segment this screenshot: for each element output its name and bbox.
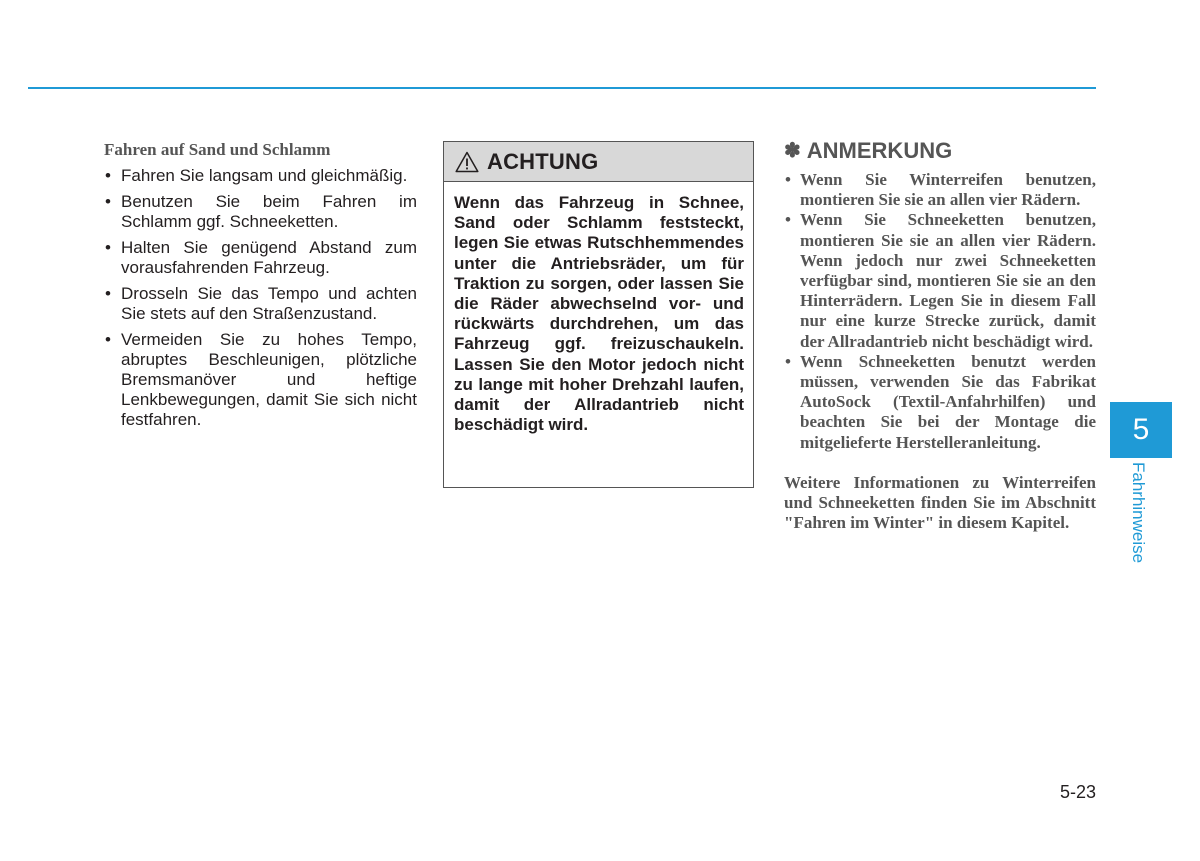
list-item: • Halten Sie genügend Abstand zum vorausfahrenden Fahrzeug. [104,238,417,278]
left-column [104,140,417,436]
driving-tips-list [104,166,417,430]
note-title: ANMERKUNG [806,138,953,163]
warning-title: ACHTUNG [487,148,599,174]
note-list [784,170,1096,453]
list-item: • Wenn Schneeketten benutzt werden müssen, verwenden Sie das Fabrikat AutoSock (Textil-Anfahrhilfen) und beachten Sie bei der Montage die mitgelieferte Herstelleranleitung. [784,352,1096,453]
warning-text: Wenn das Fahrzeug in Schnee, Sand oder Schlamm feststeckt, legen Sie etwas Rutschhemmendes unter die Antriebsräder, um für Traktion zu sorgen, oder lassen Sie die Räder abwechselnd vor- und rückwärts durchdrehen, um das Fahrzeug ggf. freizuschaukeln. Lassen Sie den Motor jedoch nicht zu lange mit hoher Drehzahl laufen, damit der Allradantrieb nicht beschädigt wird. [454,193,744,435]
section-heading: Fahren auf Sand und Schlamm [104,140,331,159]
list-item: • Benutzen Sie beim Fahren im Schlamm ggf. Schneeketten. [104,192,417,232]
chapter-label: Fahrhinweise [1129,462,1148,564]
list-item: • Drosseln Sie das Tempo und achten Sie stets auf den Straßenzustand. [104,284,417,324]
right-column [784,138,1096,533]
chapter-tab: 5 [1110,402,1172,458]
page-number: 5-23 [1059,782,1096,802]
list-item: • Wenn Sie Winterreifen benutzen, montieren Sie sie an allen vier Rädern. [784,170,1096,210]
list-item: • Wenn Sie Schneeketten benutzen, montieren Sie sie an allen vier Rädern. Wenn jedoch nur zwei Schneeketten verfügbar sind, montieren Sie sie an den Hinterrädern. Legen Sie in diesem Fall nur eine kurze Strecke zurück, damit der Allradantrieb nicht beschädigt wird. [784,210,1096,351]
top-rule [28,87,1096,89]
warning-triangle-icon [455,151,479,173]
note-heading [784,138,1096,164]
list-item: • Vermeiden Sie zu hohes Tempo, abruptes Beschleunigen, plötzliche Bremsmanöver und heftige Lenkbewegungen, damit Sie sich nicht festfahren. [104,330,417,430]
note-paragraph: Weitere Informationen zu Winterreifen und Schneeketten finden Sie im Abschnitt "Fahren im Winter" in diesem Kapitel. [784,472,1096,533]
warning-box [443,141,754,488]
warning-header [444,142,753,182]
note-star-icon: ✽ [784,140,801,162]
list-item: • Fahren Sie langsam und gleichmäßig. [104,166,417,186]
